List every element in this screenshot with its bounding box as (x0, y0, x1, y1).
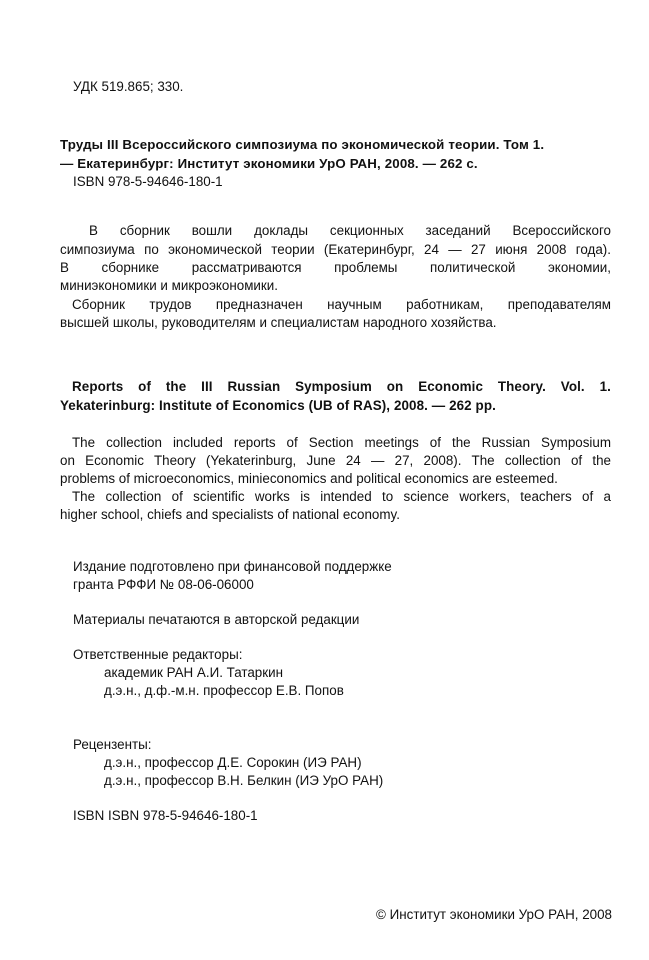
en-citation-line-2: Yekaterinburg: Institute of Economics (UB of RAS), 2008. — 262 pp. (60, 398, 496, 413)
ru-abstract-p2-line-1: Сборник трудов предназначен научным работникам, преподавателям (72, 297, 611, 312)
ru-abstract-p2-line-2: высшей школы, руководителям и специалистам народного хозяйства. (60, 315, 497, 330)
reviewers-heading: Рецензенты: (73, 737, 152, 752)
ru-citation-line-2: — Екатеринбург: Институт экономики УрО РАН, 2008. — 262 с. (60, 156, 478, 171)
en-abstract-p1-line-1: The collection included reports of Section meetings of the Russian Symposium (72, 435, 611, 450)
en-abstract-p2-line-2: higher school, chiefs and specialists of national economy. (60, 507, 400, 522)
editor-name-2: д.э.н., д.ф.-м.н. профессор Е.В. Попов (104, 683, 344, 698)
ru-isbn: ISBN 978-5-94646-180-1 (73, 174, 223, 189)
editors-heading: Ответственные редакторы: (73, 647, 243, 662)
udc-code: УДК 519.865; 330. (73, 79, 184, 94)
en-abstract-p2-line-1: The collection of scientific works is intended to science workers, teachers of a (72, 489, 611, 504)
ru-abstract-p1-line-4: миниэкономики и микроэкономики. (60, 278, 278, 293)
editor-name-1: академик РАН А.И. Татаркин (104, 665, 283, 680)
copyright-notice: © Институт экономики УрО РАН, 2008 (376, 907, 612, 922)
en-abstract-p1-line-3: problems of microeconomics, minieconomics and political economics are esteemed. (60, 471, 558, 486)
isbn-full: ISBN ISBN 978-5-94646-180-1 (73, 808, 258, 823)
ru-abstract-p1-line-3: В сборнике рассматриваются проблемы политической экономии, (60, 260, 611, 275)
ru-citation-line-1: Труды III Всероссийского симпозиума по экономической теории. Том 1. (60, 137, 545, 152)
reviewer-name-2: д.э.н., профессор В.Н. Белкин (ИЭ УрО РАН) (104, 773, 384, 788)
ru-abstract-p1-line-2: симпозиума по экономической теории (Екатеринбург, 24 — 27 июня 2008 года). (60, 242, 611, 257)
en-abstract-p1-line-2: on Economic Theory (Yekaterinburg, June 24 — 27, 2008). The collection of the (60, 453, 611, 468)
edition-note: Материалы печатаются в авторской редакции (73, 612, 360, 627)
reviewer-name-1: д.э.н., профессор Д.Е. Сорокин (ИЭ РАН) (104, 755, 362, 770)
ru-abstract-p1-line-1: В сборник вошли доклады секционных заседаний Всероссийского (89, 223, 611, 238)
en-citation-line-1: Reports of the III Russian Symposium on Economic Theory. Vol. 1. (72, 379, 611, 394)
funding-line-2: гранта РФФИ № 08-06-06000 (73, 577, 254, 592)
funding-line-1: Издание подготовлено при финансовой поддержке (73, 559, 392, 574)
